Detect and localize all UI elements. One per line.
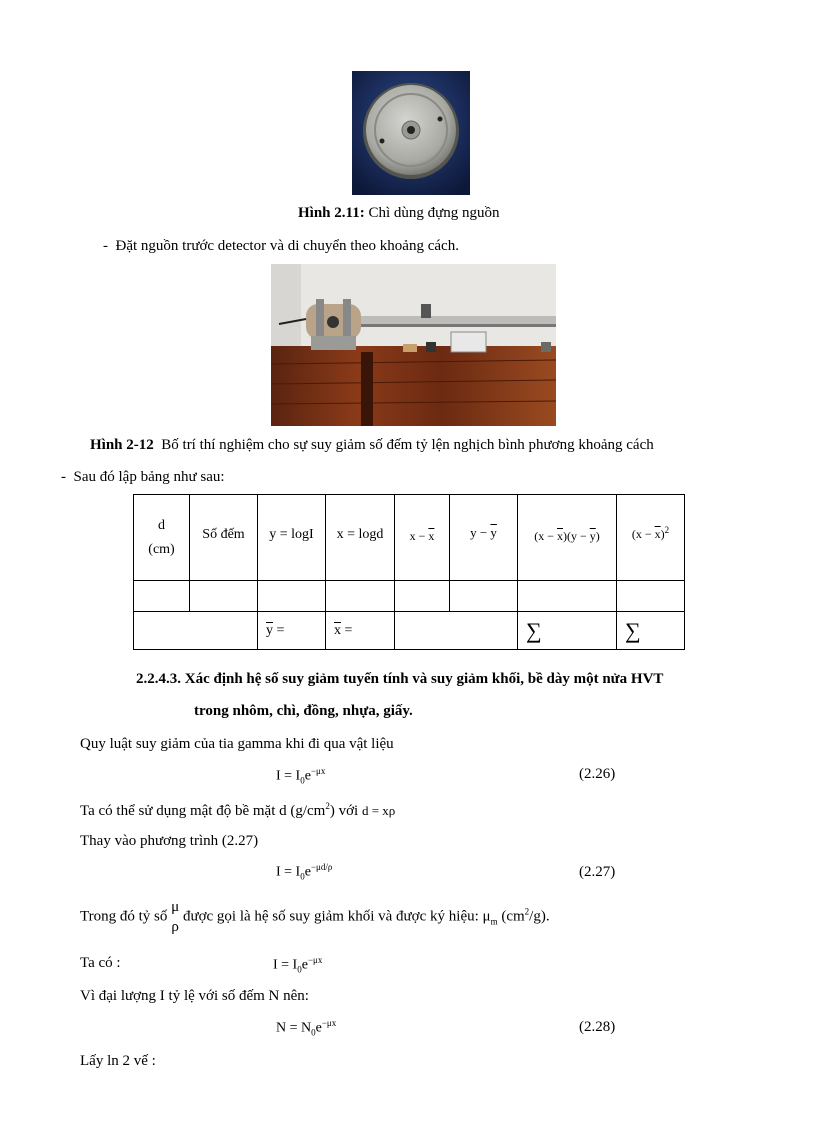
header-product: $(x - \overline{x})(y - \overline{y})$ [518,495,617,581]
paragraph: Trong đó tỷ số μ ρ được gọi là hệ số suy giảm khối và được ký hiệu: $\mu_m$ $(cm^2/g)$. [80,899,550,935]
table-row [134,581,685,612]
figure-label: Hình 2.11: [298,205,365,221]
figure-label: Hình 2-12 [90,437,154,453]
sum-square-cell: ∑ [617,612,685,650]
mu-over-rho-fraction: μ ρ [171,899,180,935]
bullet-make-table: - Sau đó lập bảng như sau: [61,469,225,485]
paragraph: Thay vào phương trình (2.27) [80,833,259,849]
header-count: Số đếm [190,495,258,581]
paragraph: Ta có thể sử dụng mật độ bề mặt d $(g/cm^2)$ với d = xρ [80,801,396,819]
header-x-minus-xbar: $x - \overline{x}$ [395,495,450,581]
header-y-minus-ybar: $y - \overline{y}$ [450,495,518,581]
data-table [133,494,685,650]
paragraph: Quy luật suy giảm của tia gamma khi đi qua vật liệu [80,736,394,752]
equation-number: (2.28) [579,1019,616,1035]
equation-number: (2.26) [579,766,616,782]
y-mean-cell: $\overline{y}$ = [258,612,326,650]
paragraph: Ta có : [80,955,121,971]
figure-caption-text: Chì dùng đựng nguồn [364,205,500,221]
equation: $I = I_0e^{-\mu x}$ [273,955,323,975]
equation-2-26: $I = I_0e^{-\mu x}$ [276,766,326,786]
figure-caption-text: Bố trí thí nghiệm cho sự suy giảm số đếm tỷ lện nghịch bình phương khoảng cách [161,437,654,453]
lead-source-holder-photo [352,71,470,195]
header-square: $(x - \overline{x})^2$ [617,495,685,581]
figure-2-12-caption [90,437,654,454]
equation-2-28: $N = N_0e^{-\mu x}$ [276,1018,337,1038]
section-heading-cont: trong nhôm, chì, đồng, nhựa, giấy. [194,703,413,719]
bullet-place-source: - Đặt nguồn trước detector và di chuyển theo khoảng cách. [103,238,459,254]
equation-number: (2.27) [579,864,616,880]
experiment-setup-photo [271,264,556,426]
header-d: d (cm) [134,495,190,581]
figure-2-11-caption [298,205,500,222]
x-mean-cell: $\overline{x}$ = [326,612,395,650]
table-footer-row [134,612,685,650]
equation-2-27: $I = I_0e^{-\mu d/\rho}$ [276,862,333,882]
section-heading: 2.2.4.3. Xác định hệ số suy giảm tuyến tính và suy giảm khối, bề dày một nửa HVT [136,671,664,687]
header-y: y = logI [258,495,326,581]
sum-product-cell: ∑ [518,612,617,650]
paragraph: Lấy ln 2 vế : [80,1053,156,1069]
header-x: x = logd [326,495,395,581]
paragraph: Vì đại lượng I tỷ lệ với số đếm N nên: [80,988,309,1004]
